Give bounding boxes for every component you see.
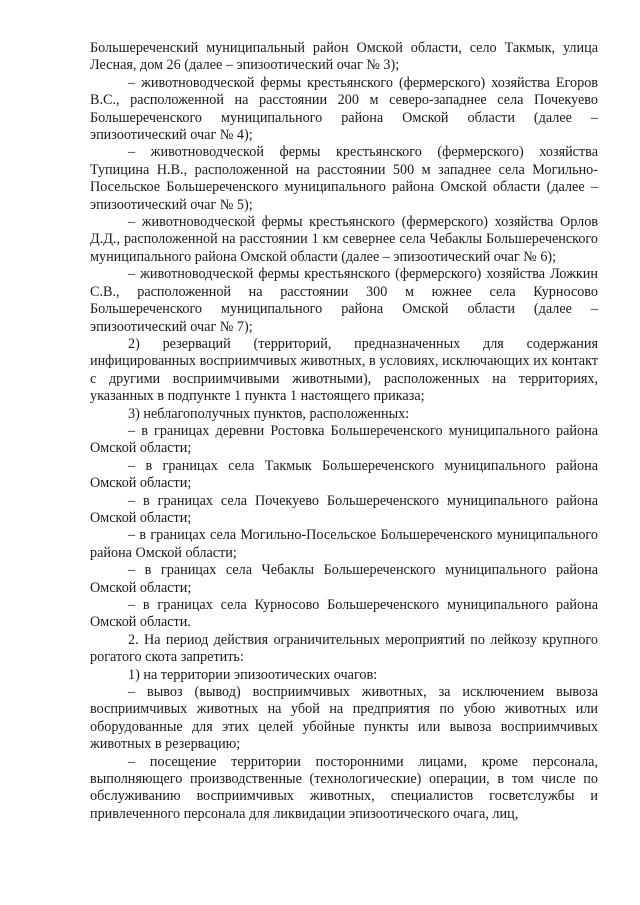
list-item-export-ban: – вывоз (вывод) восприимчивых животных, за исключением вывоза восприимчивых животных на убой на предприятия по убою животных или оборудованные для этих целей убойные пункты или вывоза восприимчивых животных в резервацию; — [90, 684, 598, 753]
list-item-kurnosovo: – в границах села Курносово Большереченского муниципального района Омской области. — [90, 597, 598, 631]
list-item-pochekuevo: – в границах села Почекуево Большереченского муниципального района Омской области; — [90, 492, 598, 526]
paragraph-focus-5: – животноводческой фермы крестьянского (фермерского) хозяйства Тупицина Н.В., расположенной на расстоянии 500 м западнее села Могильно-Посельское Большереченского муниципального района Омской области (далее – эпизоотический очаг № 5); — [90, 144, 598, 213]
paragraph-focus-4: – животноводческой фермы крестьянского (фермерского) хозяйства Егоров В.С., расположенной на расстоянии 200 м северо-западнее села Почекуево Большереченского муниципального района Омской области (далее – эпизоотический очаг № 4); — [90, 74, 598, 144]
list-item-rostovka: – в границах деревни Ростовка Большереченского муниципального района Омской области; — [90, 422, 598, 457]
document-page — [90, 40, 598, 823]
paragraph-section-2: 2. На период действия ограничительных мероприятий по лейкозу крупного рогатого скота запретить: — [90, 631, 598, 666]
paragraph-subsection-1: 1) на территории эпизоотических очагов: — [128, 666, 378, 683]
paragraph-continuation: Большереченский муниципальный район Омской области, село Такмык, улица Лесная, дом 26 (далее – эпизоотический очаг № 3); — [90, 40, 598, 74]
list-item-chebakly: – в границах села Чебаклы Большереченского муниципального района Омской области; — [90, 562, 598, 596]
paragraph-focus-6: – животноводческой фермы крестьянского (фермерского) хозяйства Орлов Д.Д., расположенной на расстоянии 1 км севернее села Чебаклы Большереченского муниципального района Омской области (далее – эпизоотический очаг № 6); — [90, 214, 598, 265]
paragraph-reservations: 2) резерваций (территорий, предназначенных для содержания инфицированных восприимчивых животных, в условиях, исключающих их контакт с другими восприимчивыми животными), расположенных на территориях, указанных в подпункте 1 пункта 1 настоящего приказа; — [90, 335, 598, 405]
paragraph-focus-7: – животноводческой фермы крестьянского (фермерского) хозяйства Ложкин С.В., расположенной на расстоянии 300 м южнее села Курносово Большереченского муниципального района Омской области (далее – эпизоотический очаг № 7); — [90, 266, 598, 335]
list-item-mogilno-poselskoe: – в границах села Могильно-Посельское Большереченского муниципального района Омской области; — [90, 527, 598, 561]
paragraph-unfavorable-points: 3) неблагополучных пунктов, расположенных: — [128, 405, 410, 422]
list-item-visit-ban: – посещение территории посторонними лицами, кроме персонала, выполняющего производственные (технологические) операции, в том числе по обслуживанию восприимчивых животных, специалистов госветслужбы и привлеченного персонала для ликвидации эпизоотического очага, лиц, — [90, 753, 598, 822]
list-item-takmyk: – в границах села Такмык Большереченского муниципального района Омской области; — [90, 457, 598, 492]
